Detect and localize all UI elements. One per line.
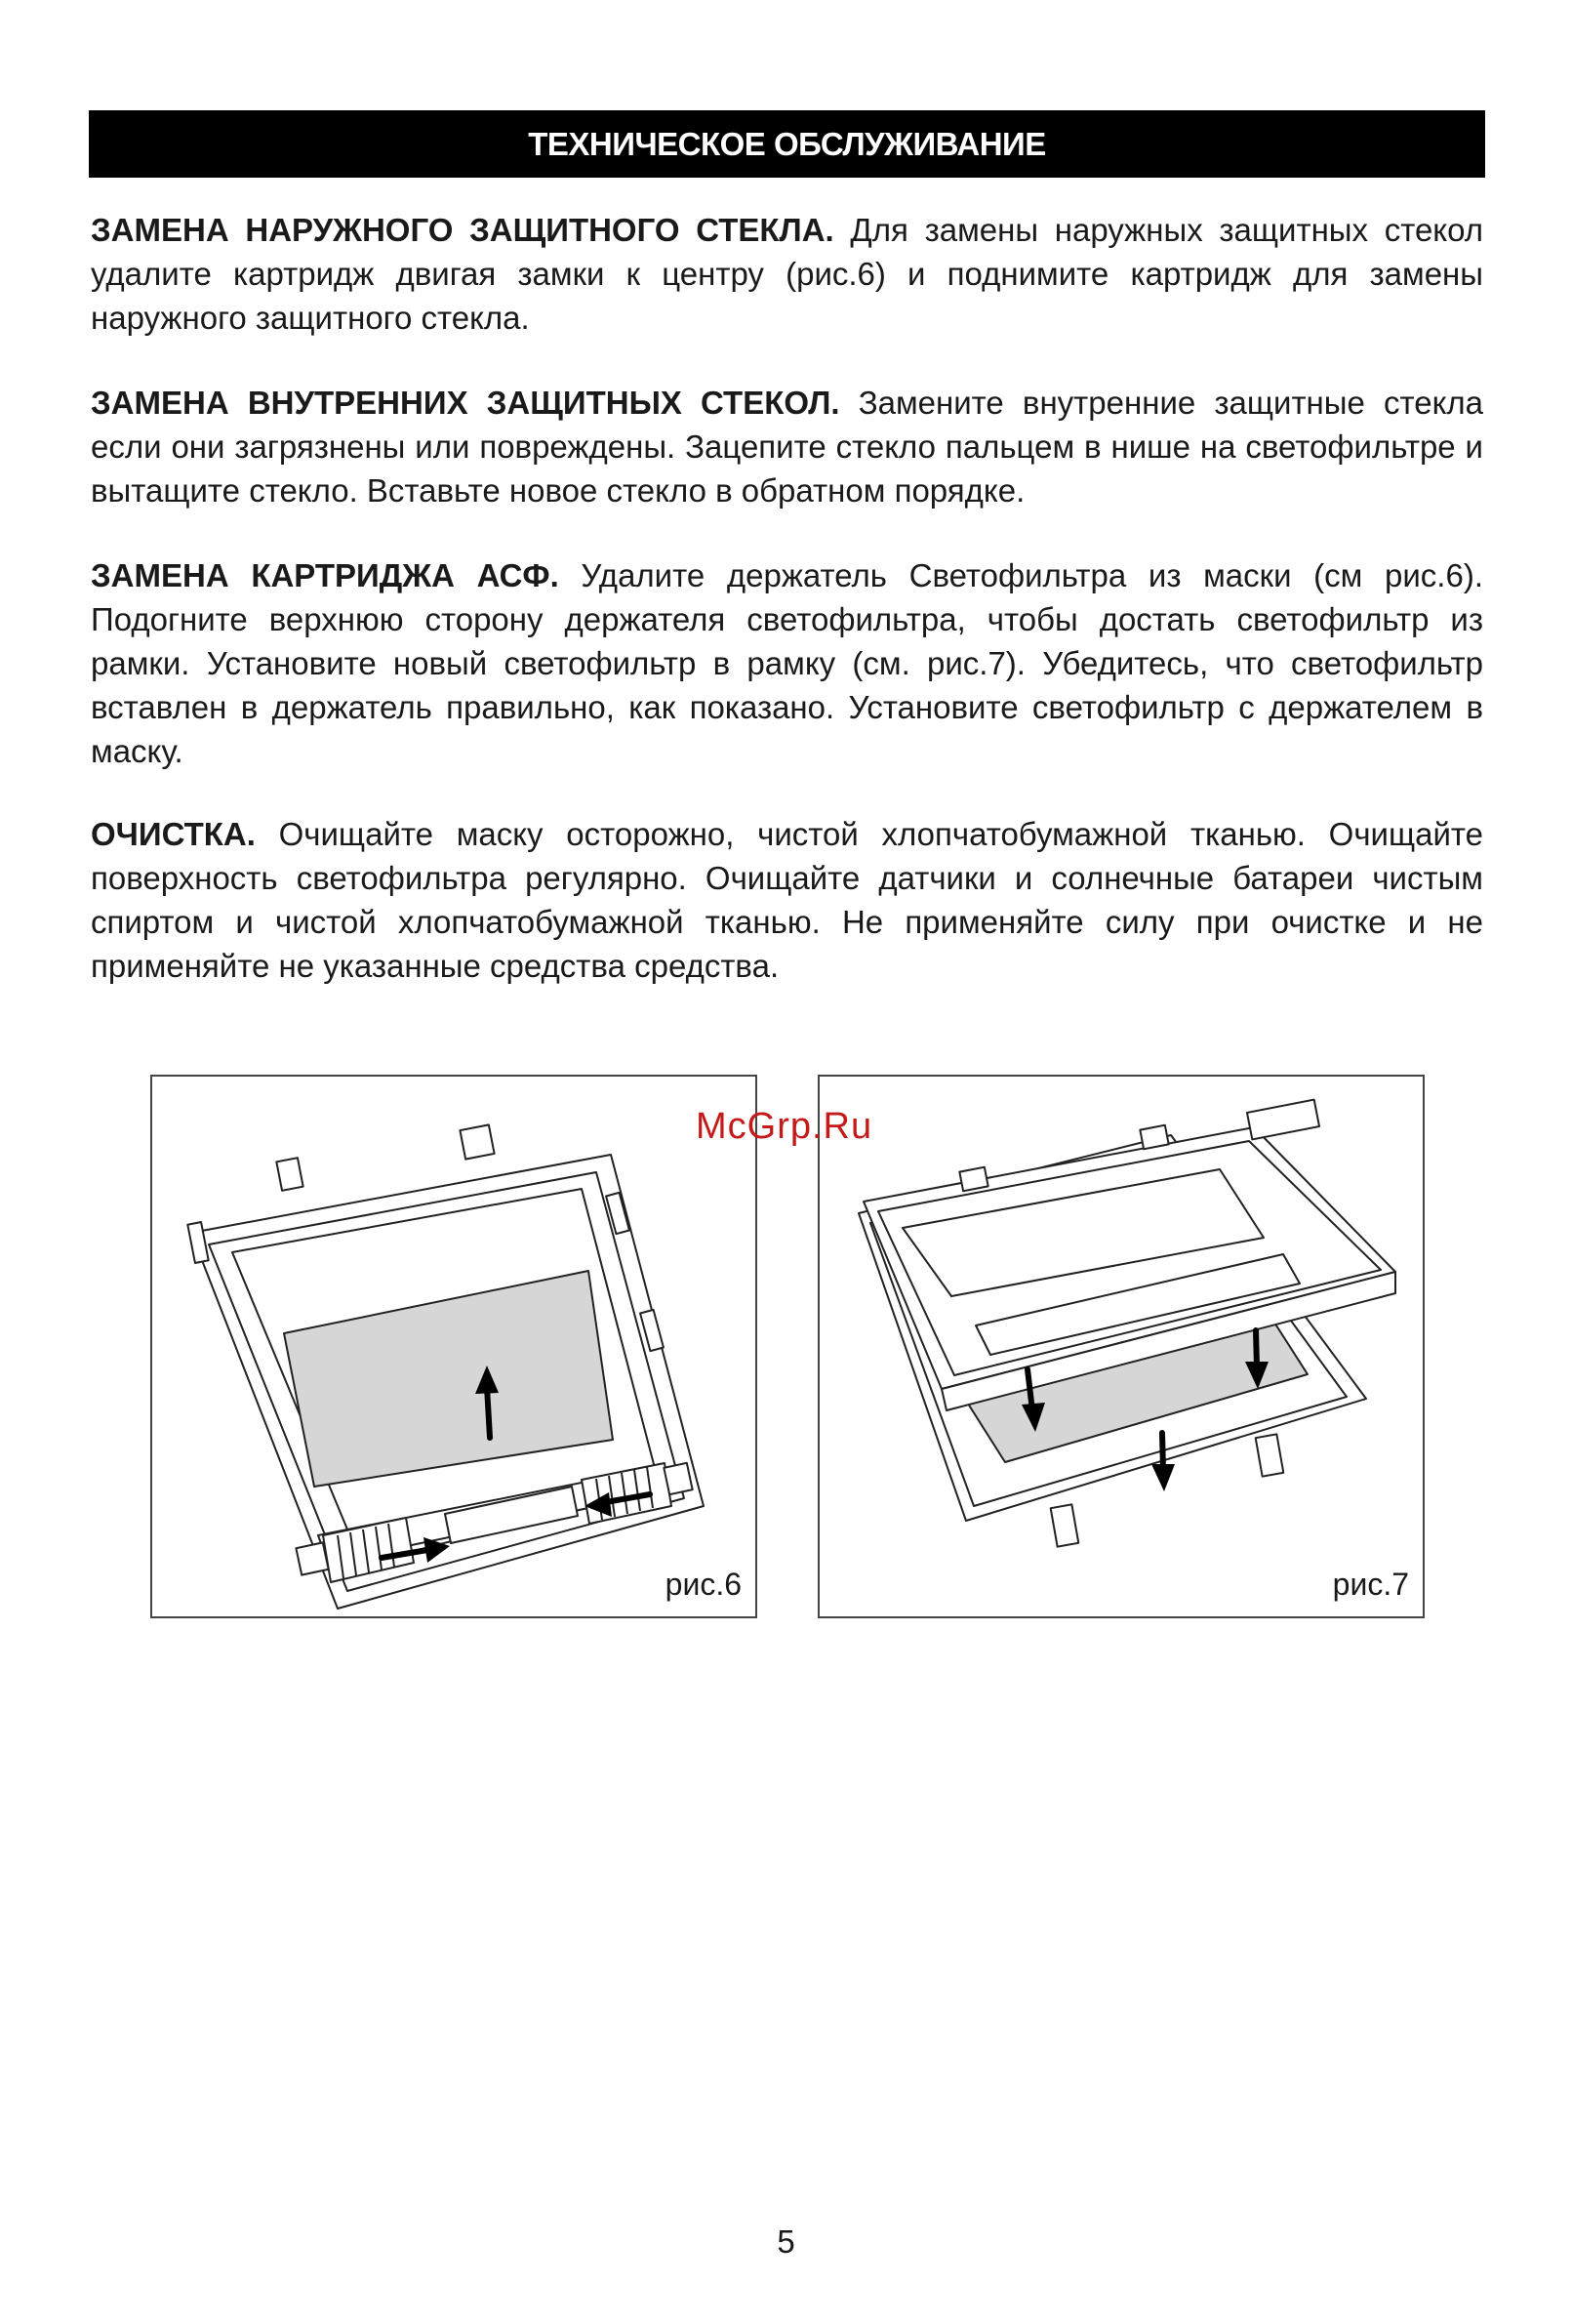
figure-caption: рис.6 (665, 1567, 742, 1602)
filter-insertion-illustration (820, 1077, 1423, 1616)
section-header-bar (89, 110, 1485, 178)
page-number: 5 (777, 2223, 795, 2260)
section-body: Для замены наружных защитных стекол удалите картридж двигая замки к центру (рис.6) и поднимите картридж для замены наружного защитного стекла. (91, 212, 1483, 336)
section-cartridge (91, 553, 1483, 773)
section-body: Очищайте маску осторожно, чистой хлопчатобумажной тканью. Очищайте поверхность светофильтра регулярно. Очищайте датчики и солнечные батареи чистым спиртом и чистой хлопчатобумажной тканью. Не применяйте силу при очистке и не применяйте не указанные средства средства. (91, 816, 1483, 984)
section-heading: ЗАМЕНА ВНУТРЕННИХ ЗАЩИТНЫХ СТЕКОЛ. (91, 385, 840, 421)
section-heading: ЗАМЕНА КАРТРИДЖА АСФ. (91, 557, 559, 593)
section-heading: ОЧИСТКА. (91, 816, 256, 852)
page-title: ТЕХНИЧЕСКОЕ ОБСЛУЖИВАНИЕ (528, 125, 1046, 162)
cartridge-removal-illustration (152, 1077, 755, 1616)
section-heading: ЗАМЕНА НАРУЖНОГО ЗАЩИТНОГО СТЕКЛА. (91, 212, 834, 248)
section-body: Замените внутренние защитные стекла если они загрязнены или повреждены. Зацепите стекло пальцем в нише на светофильтре и вытащите стекло. Вставьте новое стекло в обратном порядке. (91, 385, 1484, 509)
section-body: Удалите держатель Светофильтра из маски (см рис.6). Подогните верхнюю сторону держателя светофильтра, чтобы достать светофильтр из рамки. Установите новый светофильтр в рамку (см. рис.7). Убедитесь, что светофильтр вставлен в держатель правильно, как показано. Установите светофильтр с держателем в маску. (91, 557, 1483, 769)
figure-caption: рис.7 (1332, 1567, 1409, 1602)
watermark: McGrp.Ru (696, 1106, 873, 1147)
section-outer-glass (91, 208, 1483, 340)
figure-7 (818, 1075, 1425, 1618)
section-inner-glass (91, 381, 1483, 512)
section-cleaning (91, 812, 1483, 988)
figure-6 (150, 1075, 757, 1618)
